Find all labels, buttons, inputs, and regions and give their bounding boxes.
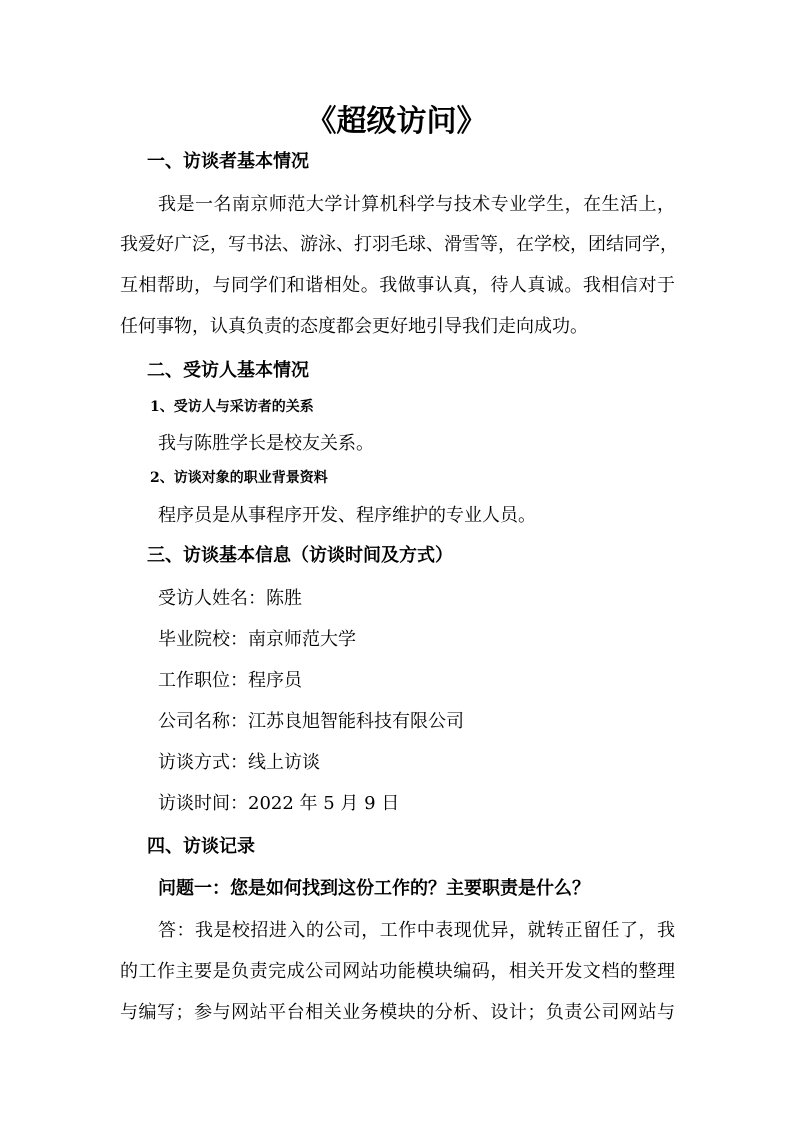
info-item-method: 访谈方式：线上访谈 — [158, 752, 320, 773]
info-item-school: 毕业院校：南京师范大学 — [158, 629, 356, 650]
document-title: 《超级访问》 — [306, 104, 487, 139]
info-item-date: 访谈时间：2022 年 5 月 9 日 — [158, 793, 400, 814]
info-item-position: 工作职位：程序员 — [158, 670, 302, 691]
answer-line: 答：我是校招进入的公司，工作中表现优异，就转正留任了，我 — [158, 920, 675, 941]
career-background-text: 程序员是从事程序开发、程序维护的专业人员。 — [158, 505, 536, 526]
section-heading-interview-info: 三、访谈基本信息（访谈时间及方式） — [147, 545, 453, 566]
answer-line: 与编写；参与网站平台相关业务模块的分析、设计；负责公司网站与 — [120, 1002, 675, 1023]
paragraph-line: 我是一名南京师范大学计算机科学与技术专业学生，在生活上， — [158, 194, 675, 215]
relationship-text: 我与陈胜学长是校友关系。 — [158, 433, 374, 454]
section-heading-interviewee: 二、受访人基本情况 — [147, 360, 309, 381]
paragraph-line: 互相帮助，与同学们和谐相处。我做事认真，待人真诚。我相信对于 — [120, 275, 675, 296]
subheading-relationship: 1、受访人与采访者的关系 — [150, 399, 314, 415]
section-heading-interviewer: 一、访谈者基本情况 — [147, 151, 309, 172]
subheading-career-background: 2、访谈对象的职业背景资料 — [150, 470, 328, 486]
section-heading-record: 四、访谈记录 — [147, 836, 255, 857]
question-1: 问题一：您是如何找到这份工作的？主要职责是什么？ — [158, 878, 590, 899]
info-item-name: 受访人姓名：陈胜 — [158, 588, 302, 609]
paragraph-line: 我爱好广泛，写书法、游泳、打羽毛球、滑雪等，在学校，团结同学， — [120, 234, 678, 255]
answer-line: 的工作主要是负责完成公司网站功能模块编码，相关开发文档的整理 — [120, 961, 675, 982]
paragraph-line: 任何事物，认真负责的态度都会更好地引导我们走向成功。 — [120, 316, 588, 337]
info-item-company: 公司名称：江苏良旭智能科技有限公司 — [158, 711, 464, 732]
